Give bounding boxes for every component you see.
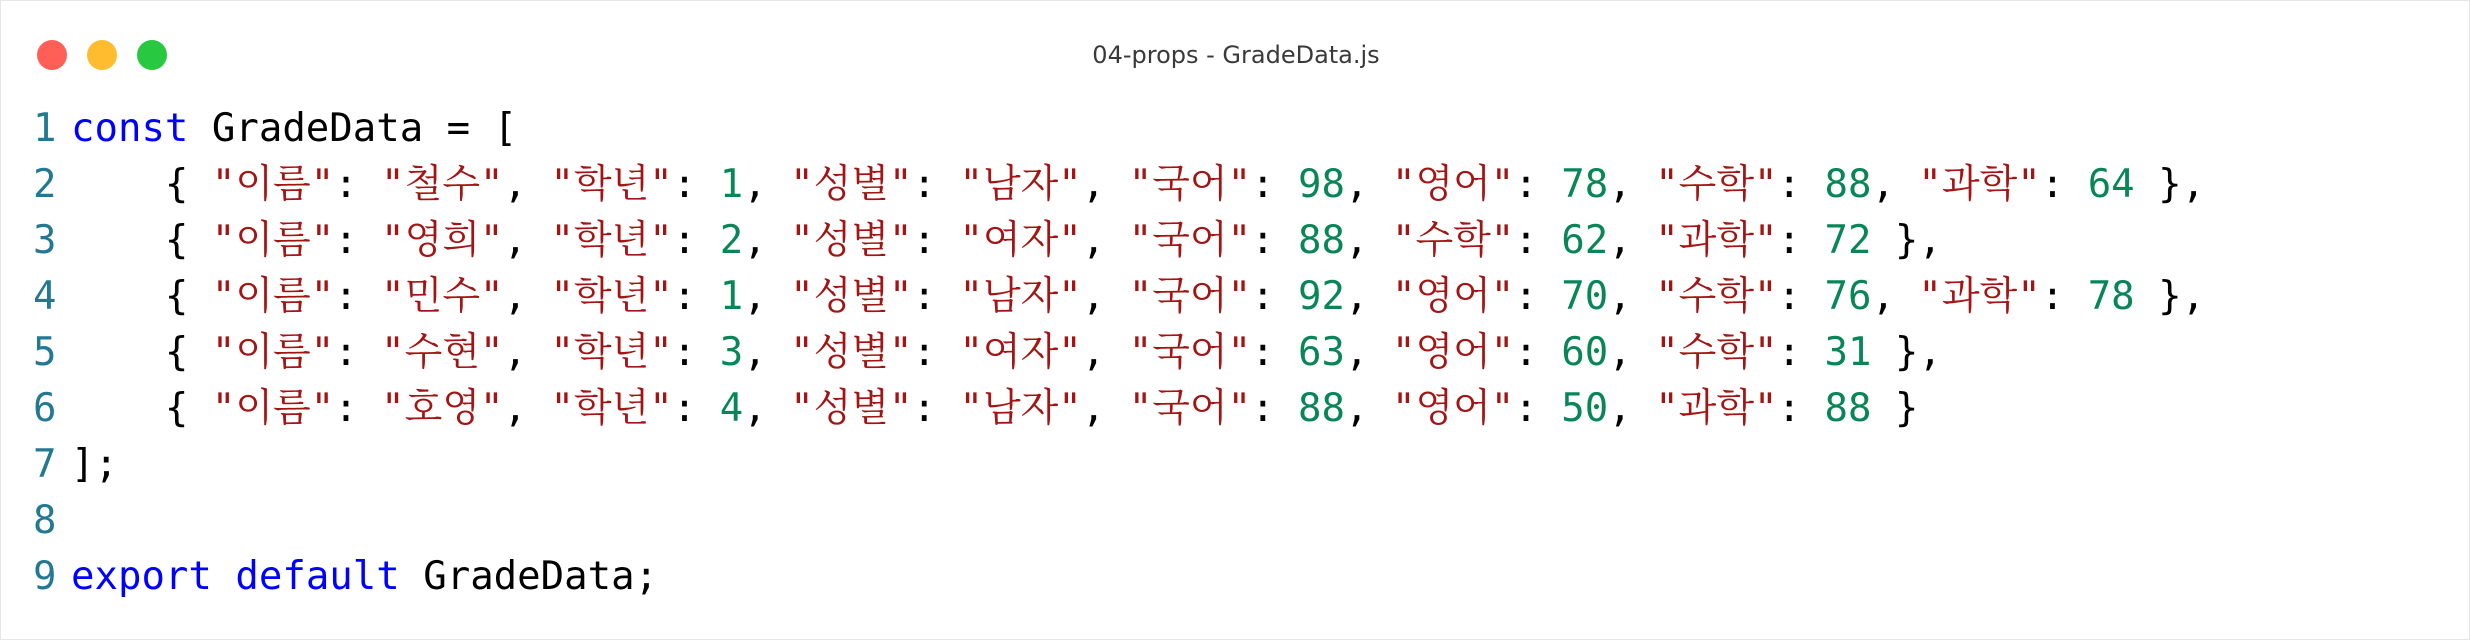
- plain-token: :: [1514, 162, 1562, 207]
- number-token: 31: [1824, 330, 1872, 375]
- plain-token: :: [1251, 274, 1299, 319]
- plain-token: :: [1251, 218, 1299, 263]
- string-token: "과학": [1655, 386, 1778, 431]
- code-line: [1, 101, 2470, 157]
- plain-token: ,: [503, 162, 551, 207]
- line-number: 4: [33, 274, 57, 319]
- plain-token: ,: [1081, 386, 1129, 431]
- number-token: 98: [1298, 162, 1345, 207]
- number-token: 88: [1824, 386, 1872, 431]
- plain-token: ,: [743, 162, 791, 207]
- string-token: "남자": [959, 162, 1082, 207]
- plain-token: ,: [1345, 162, 1392, 207]
- plain-token: ,: [503, 218, 551, 263]
- string-token: "남자": [959, 274, 1082, 319]
- plain-token: ,: [1345, 274, 1392, 319]
- plain-token: :: [1514, 218, 1562, 263]
- line-source: [71, 106, 517, 151]
- plain-token: :: [334, 386, 382, 431]
- plain-token: {: [71, 162, 212, 207]
- number-token: 64: [2087, 162, 2135, 207]
- string-token: "과학": [1918, 274, 2041, 319]
- string-token: "이름": [211, 330, 335, 375]
- string-token: "성별": [790, 386, 913, 431]
- line-number: 2: [33, 162, 57, 207]
- string-token: "과학": [1918, 162, 2041, 207]
- plain-token: :: [334, 330, 382, 375]
- string-token: "학년": [550, 274, 673, 319]
- plain-token: ,: [503, 386, 551, 431]
- code-line: [1, 381, 2470, 437]
- plain-token: ,: [1608, 330, 1656, 375]
- number-token: 4: [719, 386, 744, 431]
- line-number: 8: [33, 498, 57, 543]
- string-token: "학년": [550, 162, 673, 207]
- string-token: "이름": [211, 386, 335, 431]
- line-source: [71, 554, 658, 599]
- string-token: "학년": [550, 386, 673, 431]
- plain-token: }: [1871, 386, 1919, 431]
- plain-token: ,: [1871, 162, 1919, 207]
- string-token: "영어": [1391, 274, 1515, 319]
- plain-token: :: [1777, 274, 1825, 319]
- plain-token: ,: [1081, 162, 1129, 207]
- line-source: [71, 330, 1942, 375]
- string-token: "남자": [959, 386, 1082, 431]
- plain-token: {: [71, 386, 212, 431]
- string-token: "성별": [790, 162, 913, 207]
- string-token: "영어": [1391, 386, 1515, 431]
- plain-token: },: [2134, 274, 2206, 319]
- plain-token: ,: [503, 274, 551, 319]
- line-source: [71, 274, 2205, 319]
- plain-token: :: [672, 162, 720, 207]
- plain-token: {: [71, 218, 212, 263]
- plain-token: :: [912, 274, 960, 319]
- code-line: [1, 549, 2470, 605]
- line-number: 5: [33, 330, 57, 375]
- string-token: "민수": [381, 274, 504, 319]
- line-number: 9: [33, 554, 57, 599]
- string-token: "여자": [959, 218, 1082, 263]
- code-line: [1, 325, 2470, 381]
- plain-token: {: [71, 274, 212, 319]
- plain-token: :: [1251, 330, 1299, 375]
- number-token: 1: [719, 274, 744, 319]
- number-token: 78: [1561, 162, 1609, 207]
- plain-token: :: [1777, 386, 1825, 431]
- number-token: 76: [1824, 274, 1872, 319]
- plain-token: :: [912, 386, 960, 431]
- plain-token: ,: [1081, 218, 1129, 263]
- string-token: "이름": [211, 162, 335, 207]
- plain-token: {: [71, 330, 212, 375]
- plain-token: ,: [743, 330, 791, 375]
- plain-token: :: [2040, 274, 2088, 319]
- number-token: 63: [1298, 330, 1345, 375]
- plain-token: ];: [71, 442, 118, 487]
- window-title: 04-props - GradeData.js: [1092, 41, 1380, 69]
- plain-token: :: [1777, 218, 1825, 263]
- number-token: 88: [1298, 386, 1345, 431]
- plain-token: :: [912, 162, 960, 207]
- plain-token: :: [1777, 330, 1825, 375]
- plain-token: ,: [1608, 218, 1656, 263]
- plain-token: ,: [743, 218, 791, 263]
- number-token: 88: [1824, 162, 1872, 207]
- keyword-token: default: [235, 554, 400, 599]
- plain-token: :: [1251, 386, 1299, 431]
- plain-token: },: [1871, 218, 1942, 263]
- plain-token: ,: [743, 386, 791, 431]
- string-token: "영어": [1391, 162, 1515, 207]
- number-token: 2: [719, 218, 744, 263]
- plain-token: ,: [1345, 218, 1392, 263]
- line-number: 6: [33, 386, 57, 431]
- plain-token: ,: [1608, 386, 1656, 431]
- plain-token: :: [912, 330, 960, 375]
- string-token: "국어": [1128, 218, 1252, 263]
- string-token: "수학": [1391, 218, 1515, 263]
- string-token: "과학": [1655, 218, 1778, 263]
- plain-token: :: [672, 274, 720, 319]
- plain-token: [212, 554, 235, 599]
- number-token: 72: [1824, 218, 1872, 263]
- string-token: "호영": [381, 386, 504, 431]
- number-token: 1: [719, 162, 744, 207]
- number-token: 78: [2087, 274, 2135, 319]
- string-token: "국어": [1128, 274, 1252, 319]
- number-token: 62: [1561, 218, 1609, 263]
- keyword-token: const: [71, 106, 189, 151]
- string-token: "성별": [790, 274, 913, 319]
- code-line: [1, 493, 2470, 549]
- plain-token: ,: [1871, 274, 1919, 319]
- plain-token: ,: [503, 330, 551, 375]
- number-token: 3: [719, 330, 744, 375]
- line-number: 3: [33, 218, 57, 263]
- string-token: "성별": [790, 330, 913, 375]
- line-number: 7: [33, 442, 57, 487]
- plain-token: ,: [1608, 162, 1656, 207]
- string-token: "국어": [1128, 162, 1252, 207]
- line-source: [71, 162, 2205, 207]
- line-number: 1: [33, 106, 57, 151]
- number-token: 88: [1298, 218, 1345, 263]
- plain-token: ,: [1081, 330, 1129, 375]
- code-editor[interactable]: [1, 101, 2470, 605]
- plain-token: ,: [743, 274, 791, 319]
- string-token: "이름": [211, 218, 335, 263]
- line-source: [71, 218, 1942, 263]
- string-token: "이름": [211, 274, 335, 319]
- code-line: [1, 213, 2470, 269]
- string-token: "학년": [550, 330, 673, 375]
- plain-token: :: [2040, 162, 2088, 207]
- plain-token: :: [334, 274, 382, 319]
- plain-token: :: [912, 218, 960, 263]
- line-source: [71, 442, 118, 487]
- string-token: "영어": [1391, 330, 1515, 375]
- string-token: "수현": [381, 330, 504, 375]
- number-token: 50: [1561, 386, 1609, 431]
- plain-token: :: [672, 386, 720, 431]
- plain-token: :: [1514, 330, 1562, 375]
- plain-token: :: [334, 162, 382, 207]
- string-token: "수학": [1655, 162, 1778, 207]
- title-bar: [1, 1, 2470, 111]
- code-line: [1, 437, 2470, 493]
- string-token: "수학": [1655, 274, 1778, 319]
- plain-token: },: [2134, 162, 2206, 207]
- string-token: "학년": [550, 218, 673, 263]
- number-token: 92: [1298, 274, 1345, 319]
- string-token: "국어": [1128, 330, 1252, 375]
- plain-token: GradeData;: [399, 554, 659, 599]
- keyword-token: export: [71, 554, 212, 599]
- string-token: "여자": [959, 330, 1082, 375]
- string-token: "수학": [1655, 330, 1778, 375]
- plain-token: :: [1777, 162, 1825, 207]
- plain-token: ,: [1345, 386, 1392, 431]
- code-line: [1, 269, 2470, 325]
- number-token: 70: [1561, 274, 1609, 319]
- plain-token: :: [672, 330, 720, 375]
- string-token: "철수": [381, 162, 504, 207]
- plain-token: :: [334, 218, 382, 263]
- string-token: "국어": [1128, 386, 1252, 431]
- plain-token: :: [672, 218, 720, 263]
- plain-token: :: [1514, 274, 1562, 319]
- string-token: "영희": [381, 218, 504, 263]
- code-line: [1, 157, 2470, 213]
- plain-token: :: [1251, 162, 1299, 207]
- plain-token: GradeData = [: [188, 106, 518, 151]
- plain-token: ,: [1345, 330, 1392, 375]
- string-token: "성별": [790, 218, 913, 263]
- line-source: [71, 386, 1918, 431]
- plain-token: },: [1871, 330, 1942, 375]
- plain-token: :: [1514, 386, 1562, 431]
- plain-token: ,: [1081, 274, 1129, 319]
- number-token: 60: [1561, 330, 1609, 375]
- plain-token: ,: [1608, 274, 1656, 319]
